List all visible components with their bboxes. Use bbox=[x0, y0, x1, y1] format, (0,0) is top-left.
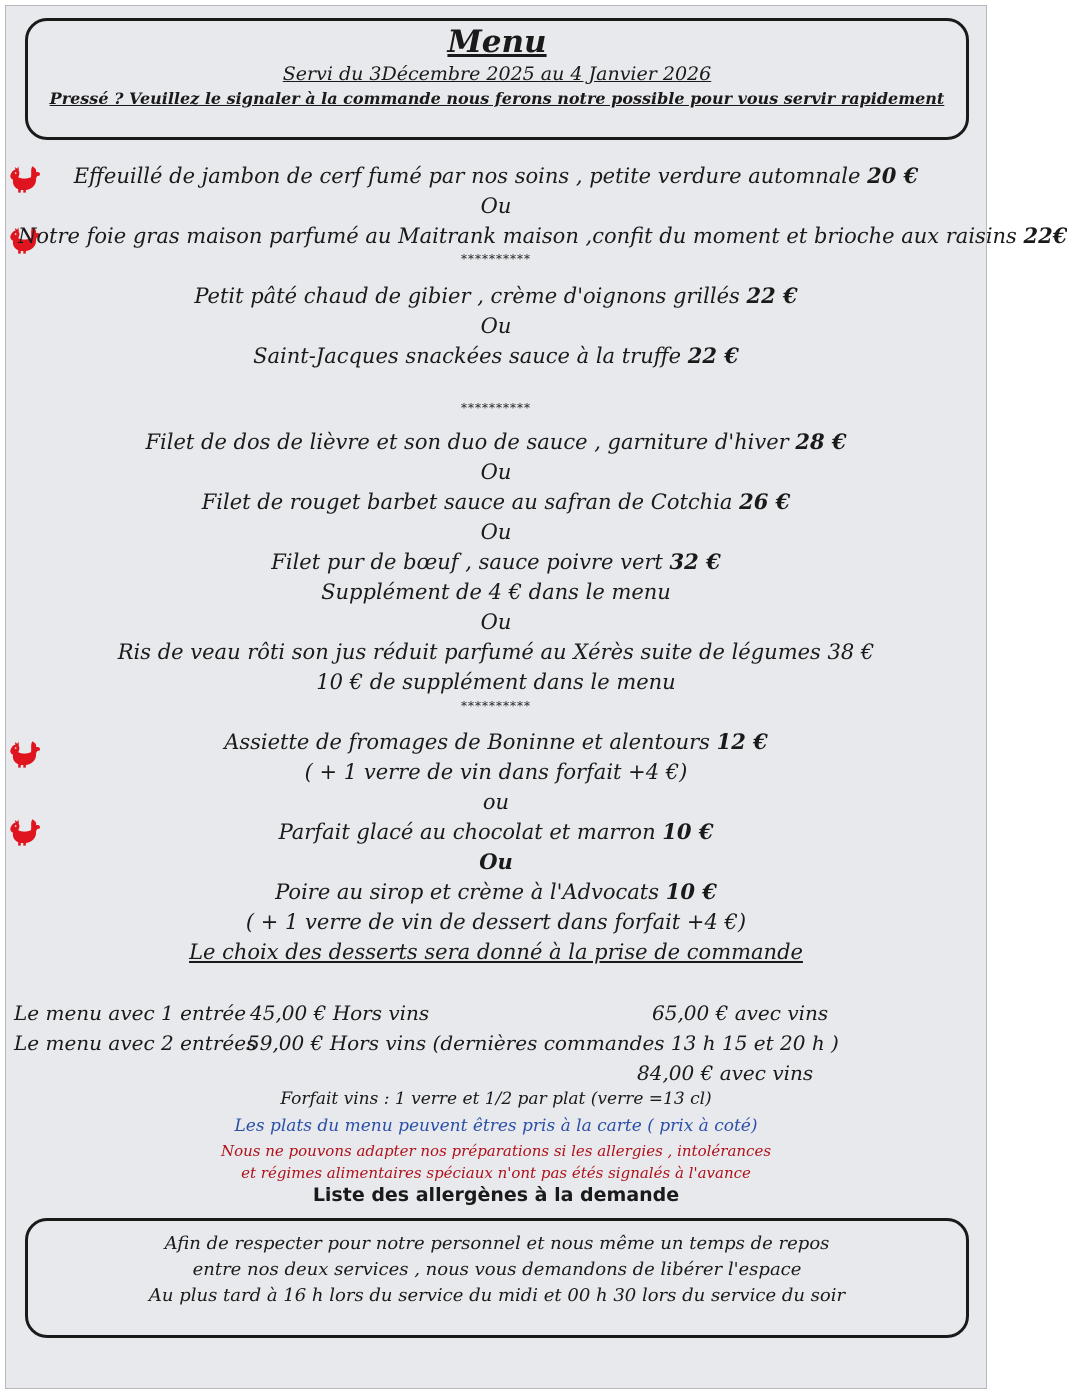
menu-title: Menu bbox=[447, 24, 547, 60]
or-separator: Ou bbox=[480, 520, 512, 544]
dessert-3-note: ( + 1 verre de vin de dessert dans forfait +4 €) bbox=[245, 910, 747, 934]
footer-line-1: Afin de respecter pour notre personnel et nous même un temps de repos bbox=[164, 1233, 830, 1254]
menu-page bbox=[5, 5, 1067, 1389]
section-separator: ********** bbox=[461, 401, 531, 415]
menu-1-entree-price: 45,00 € Hors vins bbox=[250, 1001, 430, 1025]
main-1 bbox=[6, 428, 986, 456]
dessert-1 bbox=[6, 728, 986, 756]
dessert-1-note: ( + 1 verre de vin dans forfait +4 €) bbox=[304, 760, 688, 784]
wine-package: Forfait vins : 1 verre et 1/2 par plat (verre =13 cl) bbox=[280, 1089, 712, 1109]
main-3 bbox=[6, 548, 986, 576]
main-3-price: 32 € bbox=[669, 549, 721, 574]
starter-2 bbox=[18, 222, 1067, 250]
starter-3 bbox=[6, 282, 986, 310]
dessert-2 bbox=[6, 818, 986, 846]
menu-1-entree-wine-price: 65,00 € avec vins bbox=[652, 1001, 829, 1025]
main-2-name: Filet de rouget barbet sauce au safran de Cotchia bbox=[201, 490, 740, 514]
footer-line-2: entre nos deux services , nous vous demandons de libérer l'espace bbox=[192, 1259, 802, 1280]
allergy-note-2: et régimes alimentaires spéciaux n'ont pas étés signalés à l'avance bbox=[241, 1164, 751, 1182]
or-separator: Ou bbox=[480, 314, 512, 338]
rush-notice: Pressé ? Veuillez le signaler à la commande nous ferons notre possible pour vous servir rapidement bbox=[49, 89, 945, 108]
dessert-3 bbox=[6, 878, 986, 906]
or-separator: Ou bbox=[480, 610, 512, 634]
service-dates: Servi du 3Décembre 2025 au 4 Janvier 2026 bbox=[282, 63, 712, 85]
section-separator: ********** bbox=[461, 699, 531, 713]
menu-2-entrees-price: 59,00 € Hors vins (dernières commandes 13 h 15 et 20 h ) bbox=[247, 1031, 839, 1055]
starter-4-price: 22 € bbox=[687, 343, 739, 368]
starter-4 bbox=[6, 342, 986, 370]
dessert-1-name: Assiette de fromages de Boninne et alentours bbox=[224, 730, 717, 754]
starter-3-name: Petit pâté chaud de gibier , crème d'oignons grillés bbox=[194, 284, 747, 308]
allergens-list-note: Liste des allergènes à la demande bbox=[312, 1184, 680, 1206]
main-3-note: Supplément de 4 € dans le menu bbox=[321, 580, 671, 604]
dessert-2-price: 10 € bbox=[662, 819, 714, 844]
main-1-name: Filet de dos de lièvre et son duo de sauce , garniture d'hiver bbox=[145, 430, 796, 454]
menu-2-entrees-label: Le menu avec 2 entrées bbox=[14, 1031, 257, 1055]
starter-1 bbox=[6, 162, 986, 190]
dessert-choice-note: Le choix des desserts sera donné à la prise de commande bbox=[189, 940, 803, 964]
starter-4-name: Saint-Jacques snackées sauce à la truffe bbox=[253, 344, 688, 368]
menu-1-entree-label: Le menu avec 1 entrée bbox=[14, 1001, 247, 1025]
dessert-3-name: Poire au sirop et crème à l'Advocats bbox=[275, 880, 666, 904]
footer-line-3: Au plus tard à 16 h lors du service du midi et 00 h 30 lors du service du soir bbox=[148, 1285, 846, 1306]
allergy-note-1: Nous ne pouvons adapter nos préparations si les allergies , intolérances bbox=[220, 1142, 772, 1160]
dessert-2-name: Parfait glacé au chocolat et marron bbox=[278, 820, 663, 844]
starter-1-price: 20 € bbox=[867, 163, 919, 188]
starter-2-price: 22€ bbox=[1023, 223, 1067, 248]
main-3-name: Filet pur de bœuf , sauce poivre vert bbox=[271, 550, 670, 574]
footer-box bbox=[25, 1218, 969, 1338]
dessert-3-price: 10 € bbox=[665, 879, 717, 904]
section-separator: ********** bbox=[461, 252, 531, 266]
starter-3-price: 22 € bbox=[746, 283, 798, 308]
or-separator: Ou bbox=[480, 194, 512, 218]
starter-1-name: Effeuillé de jambon de cerf fumé par nos soins , petite verdure automnale bbox=[73, 164, 868, 188]
or-separator: Ou bbox=[480, 460, 512, 484]
main-4-note: 10 € de supplément dans le menu bbox=[316, 670, 676, 694]
header-box bbox=[25, 18, 969, 140]
main-2 bbox=[6, 488, 986, 516]
main-1-price: 28 € bbox=[795, 429, 847, 454]
main-4: Ris de veau rôti son jus réduit parfumé au Xérès suite de légumes 38 € bbox=[117, 640, 875, 664]
menu-2-entrees-wine-price: 84,00 € avec vins bbox=[637, 1061, 814, 1085]
or-separator: Ou bbox=[479, 849, 513, 874]
starter-2-name: Notre foie gras maison parfumé au Maitrank maison ,confit du moment et brioche aux raisins bbox=[18, 224, 1024, 248]
main-2-price: 26 € bbox=[739, 489, 791, 514]
a-la-carte-note: Les plats du menu peuvent êtres pris à la carte ( prix à coté) bbox=[234, 1116, 758, 1136]
dessert-1-price: 12 € bbox=[716, 729, 768, 754]
or-separator: ou bbox=[482, 790, 510, 814]
